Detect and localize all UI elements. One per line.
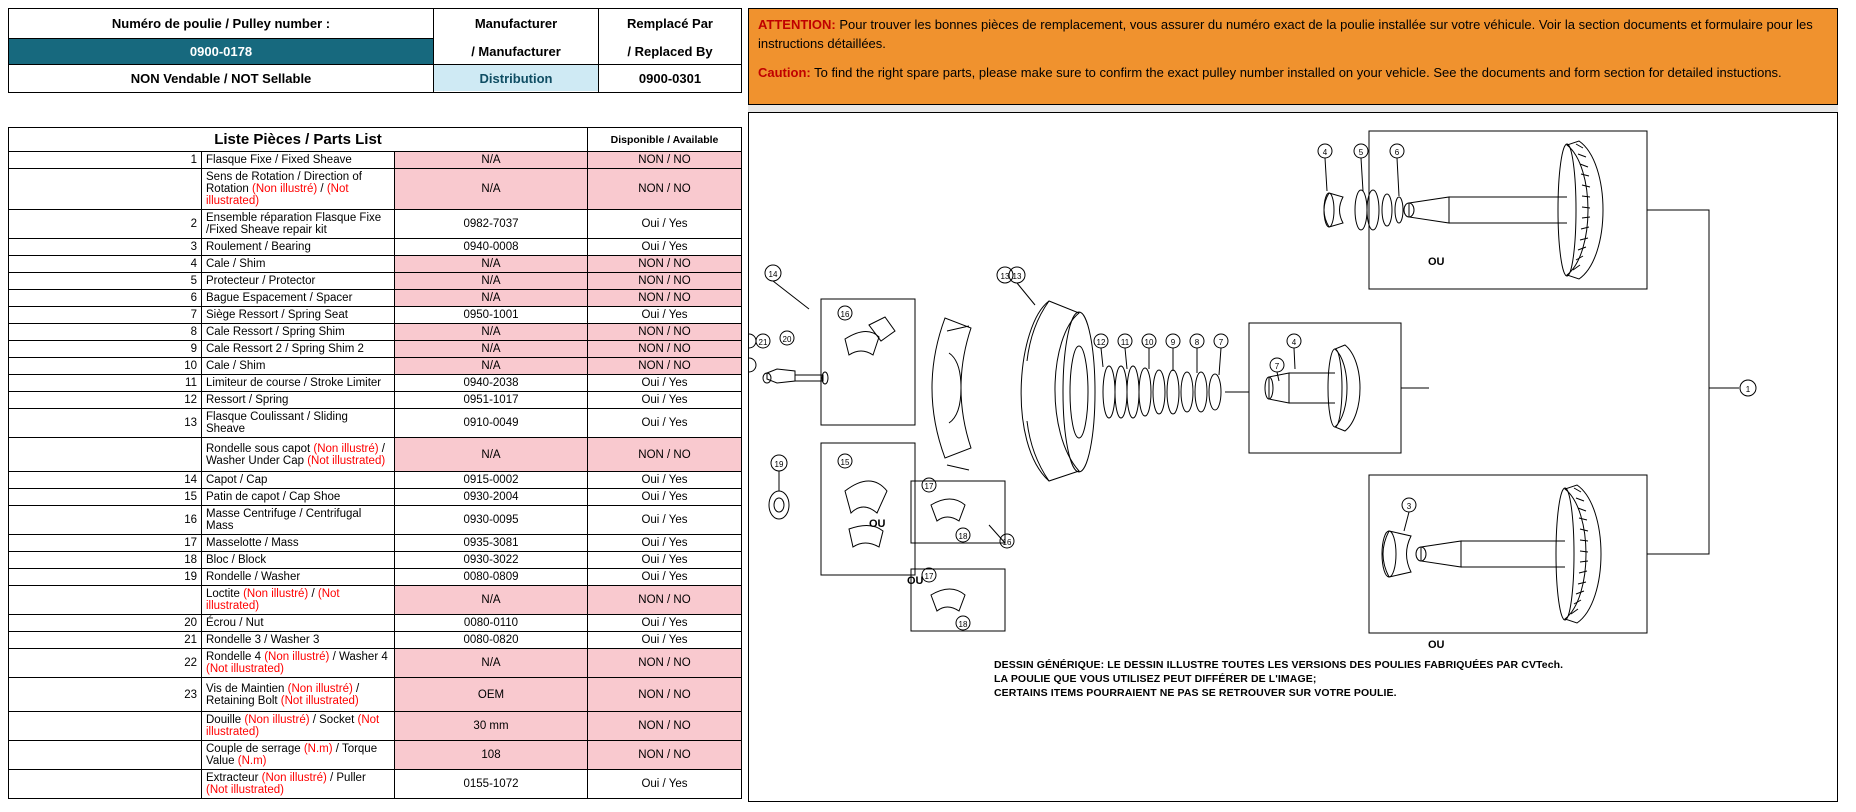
part-description: Couple de serrage (N.m) / Torque Value (N.m) — [202, 741, 395, 770]
pulley-header-left — [9, 9, 434, 92]
table-row — [9, 152, 742, 169]
part-index: 20 — [9, 615, 202, 632]
parts-list-title: Liste Pièces / Parts List — [9, 128, 588, 152]
part-number: N/A — [395, 586, 588, 615]
manufacturer-label-en: / Manufacturer — [434, 38, 598, 65]
part-index — [9, 438, 202, 472]
table-row — [9, 324, 742, 341]
part-description: Cale Ressort 2 / Spring Shim 2 — [202, 341, 395, 358]
part-availability: Oui / Yes — [588, 569, 742, 586]
diagram-note — [994, 658, 1563, 701]
svg-text:8: 8 — [1194, 338, 1200, 347]
part-description: Sens de Rotation / Direction of Rotation (Non illustré) / (Not illustrated) — [202, 169, 395, 210]
part-index: 5 — [9, 273, 202, 290]
part-number: 0982-7037 — [395, 210, 588, 239]
part-availability: NON / NO — [588, 649, 742, 678]
pulley-header-table — [8, 8, 742, 93]
part-availability: NON / NO — [588, 741, 742, 770]
part-number: 0951-1017 — [395, 392, 588, 409]
part-index: 13 — [9, 409, 202, 438]
part-index: 22 — [9, 649, 202, 678]
part-availability: NON / NO — [588, 152, 742, 169]
part-availability: NON / NO — [588, 678, 742, 712]
svg-text:1: 1 — [1745, 385, 1751, 394]
part-availability: NON / NO — [588, 586, 742, 615]
table-row — [9, 409, 742, 438]
attention-fr — [758, 16, 1828, 54]
svg-text:12: 12 — [1096, 338, 1106, 347]
part-index: 15 — [9, 489, 202, 506]
part-index: 17 — [9, 535, 202, 552]
part-number: N/A — [395, 324, 588, 341]
part-index: 6 — [9, 290, 202, 307]
or-label-3: OU — [1428, 256, 1445, 268]
part-availability: Oui / Yes — [588, 392, 742, 409]
svg-text:10: 10 — [1144, 338, 1154, 347]
svg-text:7: 7 — [1218, 338, 1224, 347]
part-description: Douille (Non illustré) / Socket (Not illustrated) — [202, 712, 395, 741]
part-number: 108 — [395, 741, 588, 770]
part-availability: Oui / Yes — [588, 472, 742, 489]
part-index: 12 — [9, 392, 202, 409]
part-availability: Oui / Yes — [588, 535, 742, 552]
part-index: 10 — [9, 358, 202, 375]
part-number: 0935-3081 — [395, 535, 588, 552]
part-availability: Oui / Yes — [588, 307, 742, 324]
part-description: Cale / Shim — [202, 358, 395, 375]
part-index: 16 — [9, 506, 202, 535]
table-row — [9, 392, 742, 409]
part-index — [9, 741, 202, 770]
part-index: 23 — [9, 678, 202, 712]
replaced-by-value: 0900-0301 — [638, 70, 702, 86]
caution-label-en: Caution: — [758, 64, 811, 80]
svg-text:4: 4 — [1291, 338, 1297, 347]
replaced-by-label-en: / Replaced By — [599, 38, 741, 65]
part-description: Masselotte / Mass — [202, 535, 395, 552]
replaced-by-column — [599, 9, 741, 92]
or-label-2: OU — [907, 575, 924, 587]
part-description: Rondelle sous capot (Non illustré) / Washer Under Cap (Not illustrated) — [202, 438, 395, 472]
part-availability: Oui / Yes — [588, 210, 742, 239]
part-description: Masse Centrifuge / Centrifugal Mass — [202, 506, 395, 535]
exploded-diagram-panel — [748, 112, 1838, 802]
part-number: 0080-0820 — [395, 632, 588, 649]
pulley-number-value: 0900-0178 — [9, 38, 433, 65]
caution-text-en: To find the right spare parts, please make sure to confirm the exact pulley number installed on your vehicle. See the documents and form section for detailed instuctions. — [810, 64, 1782, 80]
part-availability: NON / NO — [588, 324, 742, 341]
part-description: Rondelle 3 / Washer 3 — [202, 632, 395, 649]
part-availability: Oui / Yes — [588, 239, 742, 256]
part-availability: Oui / Yes — [588, 770, 742, 799]
svg-text:9: 9 — [1170, 338, 1176, 347]
svg-text:18: 18 — [958, 532, 968, 541]
svg-text:17: 17 — [924, 482, 934, 491]
svg-text:17: 17 — [924, 572, 934, 581]
attention-label-fr: ATTENTION: — [758, 17, 836, 32]
table-row — [9, 506, 742, 535]
parts-list-header-row — [9, 128, 742, 152]
part-number: N/A — [395, 358, 588, 375]
part-description: Rondelle / Washer — [202, 569, 395, 586]
part-description: Ressort / Spring — [202, 392, 395, 409]
part-number: 0915-0002 — [395, 472, 588, 489]
part-index: 21 — [9, 632, 202, 649]
diagram-note-line3: CERTAINS ITEMS POURRAIENT NE PAS SE RETROUVER SUR VOTRE POULIE. — [994, 687, 1397, 700]
svg-text:13: 13 — [1000, 272, 1010, 281]
part-number: N/A — [395, 152, 588, 169]
part-number: N/A — [395, 438, 588, 472]
part-description: Loctite (Non illustré) / (Not illustrated) — [202, 586, 395, 615]
part-availability: Oui / Yes — [588, 409, 742, 438]
part-index: 4 — [9, 256, 202, 273]
part-description: Bague Espacement / Spacer — [202, 290, 395, 307]
part-availability: NON / NO — [588, 290, 742, 307]
svg-text:20: 20 — [782, 335, 792, 344]
part-index — [9, 169, 202, 210]
part-number: OEM — [395, 678, 588, 712]
part-number: 0930-3022 — [395, 552, 588, 569]
svg-text:14: 14 — [768, 270, 778, 279]
part-number: 0940-2038 — [395, 375, 588, 392]
svg-text:13: 13 — [1012, 272, 1022, 281]
svg-text:6: 6 — [1394, 148, 1400, 157]
table-row — [9, 741, 742, 770]
table-row — [9, 307, 742, 324]
part-availability: NON / NO — [588, 438, 742, 472]
svg-text:3: 3 — [1406, 502, 1412, 511]
part-number: N/A — [395, 169, 588, 210]
part-index: 7 — [9, 307, 202, 324]
attention-text-fr: Pour trouver les bonnes pièces de remplacement, vous assurer du numéro exact de la poulie installée sur votre véhicule. Voir la section documents et formulaire pour les instructions détaillées. — [758, 17, 1813, 51]
table-row — [9, 256, 742, 273]
diagram-note-line2: LA POULIE QUE VOUS UTILISEZ PEUT DIFFÉRER DE L'IMAGE; — [994, 673, 1317, 686]
part-number: 0930-0095 — [395, 506, 588, 535]
table-row — [9, 632, 742, 649]
svg-text:21: 21 — [758, 338, 768, 347]
manufacturer-column — [434, 9, 599, 92]
parts-list-table — [8, 127, 742, 799]
svg-text:5: 5 — [1358, 148, 1364, 157]
part-index: 14 — [9, 472, 202, 489]
pulley-number-label: Numéro de poulie / Pulley number : — [111, 16, 331, 31]
table-row — [9, 489, 742, 506]
table-row — [9, 273, 742, 290]
part-number: 0155-1072 — [395, 770, 588, 799]
table-row — [9, 770, 742, 799]
part-number: N/A — [395, 290, 588, 307]
part-availability: Oui / Yes — [588, 632, 742, 649]
part-description: Cale Ressort / Spring Shim — [202, 324, 395, 341]
table-row — [9, 169, 742, 210]
part-index: 11 — [9, 375, 202, 392]
diagram-note-line1: DESSIN GÉNÉRIQUE: LE DESSIN ILLUSTRE TOUTES LES VERSIONS DES POULIES FABRIQUÉES PAR CVTech. — [994, 659, 1564, 671]
attention-spacer — [758, 56, 1828, 64]
table-row — [9, 375, 742, 392]
part-description: Limiteur de course / Stroke Limiter — [202, 375, 395, 392]
part-number: 0080-0110 — [395, 615, 588, 632]
part-number: 0080-0809 — [395, 569, 588, 586]
part-description: Écrou / Nut — [202, 615, 395, 632]
part-index: 18 — [9, 552, 202, 569]
attention-notice — [748, 8, 1838, 105]
manufacturer-value: Distribution — [434, 65, 598, 91]
part-availability: Oui / Yes — [588, 506, 742, 535]
part-description: Vis de Maintien (Non illustré) / Retaining Bolt (Not illustrated) — [202, 678, 395, 712]
part-availability: Oui / Yes — [588, 489, 742, 506]
part-index: 2 — [9, 210, 202, 239]
part-number: 0910-0049 — [395, 409, 588, 438]
part-availability: NON / NO — [588, 256, 742, 273]
part-index: 19 — [9, 569, 202, 586]
part-number: 0940-0008 — [395, 239, 588, 256]
part-availability: NON / NO — [588, 712, 742, 741]
part-availability: Oui / Yes — [588, 615, 742, 632]
table-row — [9, 290, 742, 307]
part-availability: NON / NO — [588, 273, 742, 290]
part-description: Ensemble réparation Flasque Fixe /Fixed Sheave repair kit — [202, 210, 395, 239]
part-index — [9, 770, 202, 799]
part-description: Roulement / Bearing — [202, 239, 395, 256]
part-availability: Oui / Yes — [588, 375, 742, 392]
panel-divider — [748, 105, 1838, 112]
part-number: N/A — [395, 256, 588, 273]
part-index — [9, 586, 202, 615]
table-row — [9, 341, 742, 358]
part-availability: NON / NO — [588, 341, 742, 358]
part-index: 1 — [9, 152, 202, 169]
part-number: N/A — [395, 273, 588, 290]
svg-text:16: 16 — [1002, 538, 1012, 547]
parts-list-body — [9, 128, 742, 799]
part-index: 3 — [9, 239, 202, 256]
table-row — [9, 615, 742, 632]
table-row — [9, 239, 742, 256]
table-row — [9, 438, 742, 472]
part-description: Rondelle 4 (Non illustré) / Washer 4 (Not illustrated) — [202, 649, 395, 678]
svg-text:4: 4 — [1322, 148, 1328, 157]
part-index: 9 — [9, 341, 202, 358]
part-description: Siège Ressort / Spring Seat — [202, 307, 395, 324]
part-description: Capot / Cap — [202, 472, 395, 489]
svg-text:19: 19 — [774, 460, 784, 469]
svg-text:11: 11 — [1120, 338, 1130, 347]
sellable-status: NON Vendable / NOT Sellable — [130, 70, 312, 86]
part-description: Bloc / Block — [202, 552, 395, 569]
table-row — [9, 569, 742, 586]
part-description: Cale / Shim — [202, 256, 395, 273]
manufacturer-label-fr: Manufacturer — [474, 16, 558, 31]
or-label-4: OU — [1428, 639, 1445, 651]
part-number: 0950-1001 — [395, 307, 588, 324]
part-description: Extracteur (Non illustré) / Puller (Not illustrated) — [202, 770, 395, 799]
part-availability: NON / NO — [588, 169, 742, 210]
svg-text:7: 7 — [1274, 362, 1280, 371]
table-row — [9, 552, 742, 569]
part-availability: Oui / Yes — [588, 552, 742, 569]
table-row — [9, 586, 742, 615]
part-description: Patin de capot / Cap Shoe — [202, 489, 395, 506]
part-index: 8 — [9, 324, 202, 341]
svg-text:18: 18 — [958, 620, 968, 629]
table-row — [9, 712, 742, 741]
table-row — [9, 649, 742, 678]
attention-en — [758, 64, 1828, 83]
available-column-header: Disponible / Available — [588, 128, 742, 152]
or-label-1: OU — [869, 518, 886, 530]
table-row — [9, 358, 742, 375]
part-number: 0930-2004 — [395, 489, 588, 506]
table-row — [9, 535, 742, 552]
part-description: Flasque Coulissant / Sliding Sheave — [202, 409, 395, 438]
table-row — [9, 472, 742, 489]
part-availability: NON / NO — [588, 358, 742, 375]
part-number: 30 mm — [395, 712, 588, 741]
table-row — [9, 210, 742, 239]
part-description: Protecteur / Protector — [202, 273, 395, 290]
part-description: Flasque Fixe / Fixed Sheave — [202, 152, 395, 169]
table-row — [9, 678, 742, 712]
part-number: N/A — [395, 649, 588, 678]
part-index — [9, 712, 202, 741]
replaced-by-label-fr: Remplacé Par — [627, 16, 713, 31]
part-number: N/A — [395, 341, 588, 358]
svg-text:16: 16 — [840, 310, 850, 319]
svg-text:15: 15 — [840, 458, 850, 467]
